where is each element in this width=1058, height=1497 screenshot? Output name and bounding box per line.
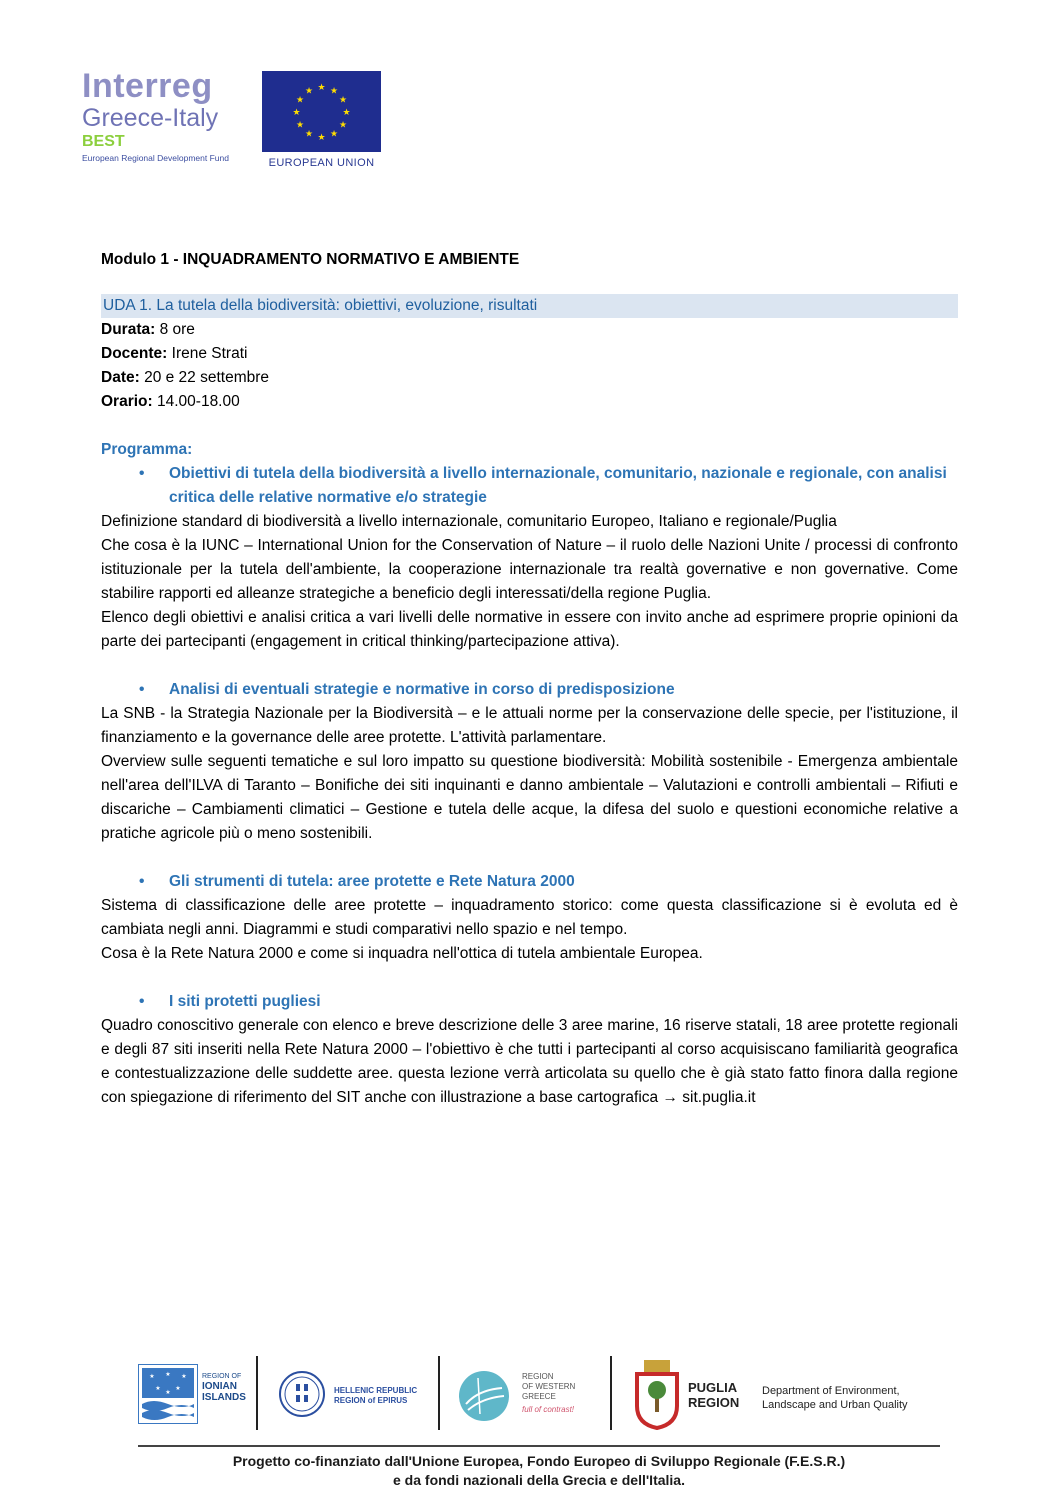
interreg-logo xyxy=(82,68,262,164)
western-greece-label: REGION OF WESTERN GREECE full of contrast! xyxy=(522,1372,576,1414)
date-row xyxy=(101,366,958,390)
interreg-title: Interreg xyxy=(82,67,213,105)
paragraph: Elenco degli obiettivi e analisi critica a vari livelli delle normative in essere con invito anche ad esprimere proprie opinioni da parte dei partecipanti (engagement in critical thinking/partecipazione attiva). xyxy=(101,609,958,650)
svg-text:★: ★ xyxy=(338,120,348,131)
svg-text:★: ★ xyxy=(304,86,314,97)
orario-row xyxy=(101,390,958,414)
svg-text:★: ★ xyxy=(292,108,301,118)
uda-title: UDA 1. La tutela della biodiversità: obiettivi, evoluzione, risultati xyxy=(101,294,958,318)
document-body xyxy=(101,248,958,1110)
svg-text:★: ★ xyxy=(295,95,305,106)
section-heading: • Gli strumenti di tutela: aree protette e Rete Natura 2000 xyxy=(101,870,958,894)
svg-text:★: ★ xyxy=(304,129,314,140)
cofinance-note: Progetto co-finanziato dall'Unione Europea, Fondo Europeo di Sviluppo Regionale (F.E.S.R.) e da fondi nazionali della Grecia e dell'Italia. xyxy=(232,1453,846,1488)
hellenic-republic-emblem-icon xyxy=(278,1370,326,1418)
divider xyxy=(438,1356,440,1430)
svg-text:★: ★ xyxy=(317,133,326,143)
svg-text:★: ★ xyxy=(329,86,339,97)
docente-label: Docente: xyxy=(101,345,168,362)
durata-value: 8 ore xyxy=(155,321,195,338)
western-greece-logo-icon xyxy=(458,1370,510,1422)
svg-text:★: ★ xyxy=(329,129,339,140)
docente-value: Irene Strati xyxy=(167,345,248,362)
eu-label: EUROPEAN UNION xyxy=(268,157,375,169)
paragraph: Che cosa è la IUNC – International Union for the Conservation of Nature – il ruolo delle Nazioni Unite / processi di confronto istituzionale per la tutela dell'ambiente, la cooperazione internazionale tra realtà governative e non governative. Come stabilire rapporti ed alleanze strategiche a beneficio degli interessati/della regione Puglia. xyxy=(101,537,958,602)
paragraph: La SNB - la Strategia Nazionale per la Biodiversità – e le attuali norme per la conservazione delle specie, per l'istituzione, il finanziamento e la governance delle aree protette. L'attività parlamentare. xyxy=(101,705,958,746)
section-heading: • Obiettivi di tutela della biodiversità a livello internazionale, comunitario, nazionale e regionale, con analisi critica delle relative normative e/o strategie xyxy=(101,462,958,510)
bullet-icon: • xyxy=(139,873,145,890)
paragraph: Quadro conoscitivo generale con elenco e breve descrizione delle 3 aree marine, 16 riserve statali, 18 aree protette regionali e degli 87 siti inseriti nella Rete Natura 2000 – l'obiettivo è che tutti i partecipanti al corso acquisiscano familiarità geografica e contestualizzazione delle suddette aree. questa lezione verrà articolata su quello che è già stato fatto finora dalla regione con spiegazione di riferimento del SIT anche con illustrazione a base cartografica → sit.puglia.it xyxy=(101,1017,958,1106)
divider xyxy=(610,1356,612,1430)
puglia-department: Department of Environment, Landscape and Urban Quality xyxy=(762,1385,908,1411)
ionian-label: REGION OF IONIAN ISLANDS xyxy=(202,1373,246,1403)
paragraph: Sistema di classificazione delle aree protette – inquadramento storico: come questa classificazione si è evoluta ed è cambiata negli anni. Diagrammi e studi comparativi nello spazio e nel tempo. xyxy=(101,897,958,938)
puglia-coat-of-arms-icon xyxy=(634,1360,680,1430)
paragraph: Cosa è la Rete Natura 2000 e come si inquadra nell'ottica di tutela ambientale Europea. xyxy=(101,945,703,962)
orario-value: 14.00-18.00 xyxy=(152,393,240,410)
svg-text:★: ★ xyxy=(155,1385,161,1392)
svg-text:★: ★ xyxy=(342,108,351,118)
module-title: Modulo 1 - INQUADRAMENTO NORMATIVO E AMBIENTE xyxy=(101,251,520,268)
docente-row xyxy=(101,342,958,366)
svg-text:★: ★ xyxy=(181,1373,187,1380)
paragraph: Definizione standard di biodiversità a livello internazionale, comunitario Europeo, Italiano e regionale/Puglia xyxy=(101,513,837,530)
date-label: Date: xyxy=(101,369,140,386)
svg-text:★: ★ xyxy=(317,83,326,93)
footer-divider xyxy=(138,1445,940,1447)
interreg-project: BEST xyxy=(82,133,125,150)
svg-text:★: ★ xyxy=(295,120,305,131)
svg-text:★: ★ xyxy=(149,1373,155,1380)
programma-label: Programma: xyxy=(101,441,193,458)
interreg-fund: European Regional Development Fund xyxy=(82,153,229,163)
bullet-icon: • xyxy=(139,993,145,1010)
eu-flag-icon xyxy=(262,71,381,152)
interreg-program: Greece-Italy xyxy=(82,104,219,132)
svg-text:★: ★ xyxy=(175,1385,181,1392)
bullet-icon: • xyxy=(139,465,145,482)
date-value: 20 e 22 settembre xyxy=(139,369,270,386)
section-heading: • Analisi di eventuali strategie e normative in corso di predisposizione xyxy=(101,678,958,702)
bullet-icon: • xyxy=(139,681,145,698)
partner-logos xyxy=(138,1352,938,1438)
puglia-label: PUGLIA REGION xyxy=(688,1380,740,1410)
paragraph: Overview sulle seguenti tematiche e sul loro impatto su questione biodiversità: Mobilità sostenibile - Emergenza ambientale nell'area dell'ILVA di Taranto – Bonifiche dei siti inquinanti e danno ambientale – Valutazioni e controlli ambientali – Rifiuti e discariche – Cambiamenti climatici – Gestione e tutela delle acque, la difesa del suolo e questioni economiche relative a pratiche agricole più o meno sostenibili. xyxy=(101,753,958,842)
ionian-islands-flag-icon xyxy=(138,1364,198,1424)
section-heading: • I siti protetti pugliesi xyxy=(101,990,958,1014)
svg-text:★: ★ xyxy=(165,1389,171,1396)
durata-label: Durata: xyxy=(101,321,156,338)
epirus-label: HELLENIC REPUBLIC REGION of EPIRUS xyxy=(334,1386,418,1405)
divider xyxy=(256,1356,258,1430)
svg-text:★: ★ xyxy=(338,95,348,106)
svg-text:★: ★ xyxy=(165,1371,171,1378)
durata-row xyxy=(101,318,958,342)
orario-label: Orario: xyxy=(101,393,153,410)
